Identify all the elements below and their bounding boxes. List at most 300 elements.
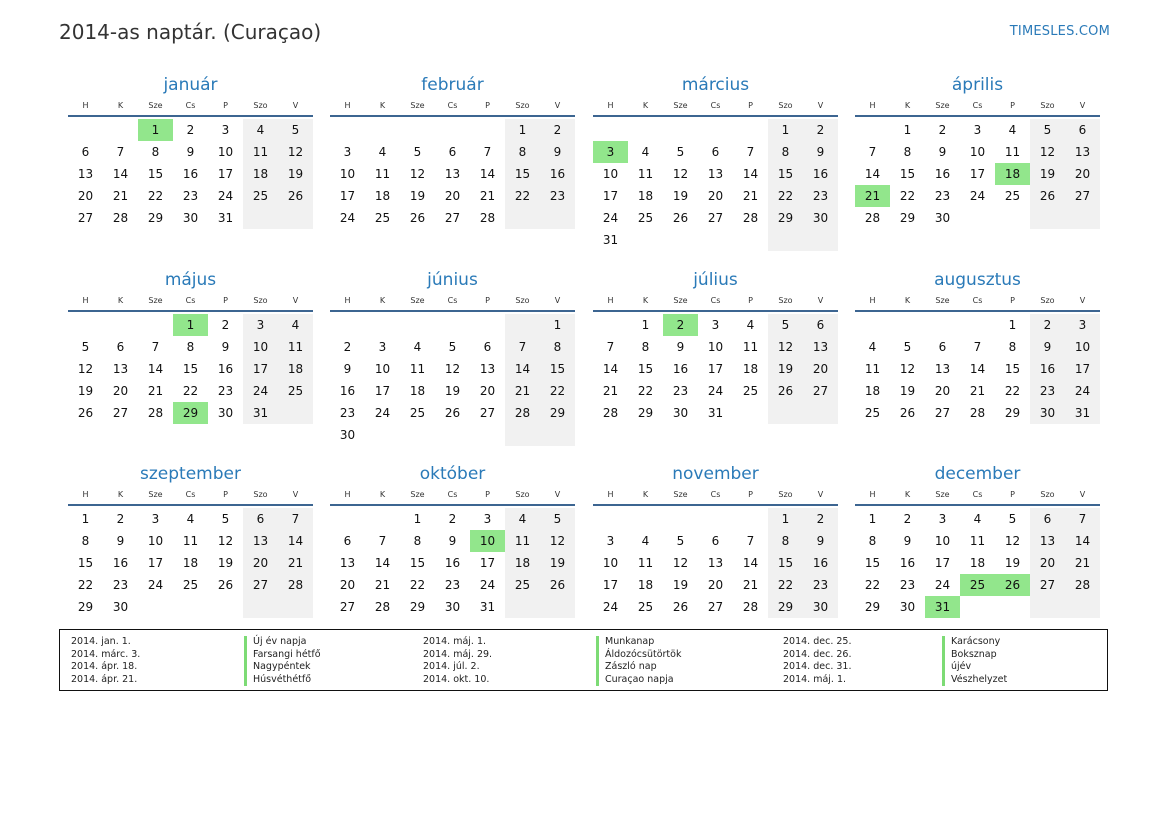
- day-cell: 13: [707, 556, 724, 570]
- day-cell: 2: [803, 119, 838, 141]
- day-cell: 4: [641, 534, 650, 548]
- day-cell: 3: [711, 318, 720, 332]
- month-name: május: [164, 270, 217, 290]
- day-cell: 11: [864, 362, 881, 376]
- day-cell: 5: [903, 340, 912, 354]
- weekday-label: H: [344, 101, 351, 110]
- day-cell: 18: [969, 556, 986, 570]
- day-cell: 22: [409, 578, 426, 592]
- day-cell: 6: [711, 145, 720, 159]
- empty-cell: [768, 402, 803, 424]
- day-cell: 26: [672, 600, 689, 614]
- day-cell: 28: [742, 211, 759, 225]
- day-cell: 27: [1065, 185, 1100, 207]
- month-name: február: [421, 75, 484, 95]
- empty-cell: [243, 207, 278, 229]
- day-cell: 1: [540, 314, 575, 336]
- legend-date: 2014. ápr. 18.: [71, 661, 138, 672]
- empty-cell: [890, 314, 925, 336]
- day-cell: 23: [217, 384, 234, 398]
- day-cell: 4: [868, 340, 877, 354]
- weekday-label: K: [117, 296, 124, 305]
- day-cell: 16: [217, 362, 234, 376]
- weekday-label: P: [485, 296, 490, 305]
- day-cell: 1: [868, 512, 877, 526]
- empty-cell: [995, 596, 1030, 618]
- day-cell: 24: [1065, 380, 1100, 402]
- weekday-label: K: [642, 296, 649, 305]
- day-cell: 26: [217, 578, 234, 592]
- day-cell: 22: [899, 189, 916, 203]
- holiday-day-cell: 26: [995, 574, 1030, 596]
- day-cell: 21: [479, 189, 496, 203]
- weekday-header: [855, 294, 1100, 312]
- day-cell: 24: [339, 211, 356, 225]
- day-cell: 8: [903, 145, 912, 159]
- day-cell: 8: [868, 534, 877, 548]
- day-cell: 27: [707, 211, 724, 225]
- day-cell: 1: [505, 119, 540, 141]
- month-name: augusztus: [934, 270, 1021, 290]
- day-cell: 14: [505, 358, 540, 380]
- day-cell: 11: [505, 530, 540, 552]
- day-cell: 24: [217, 189, 234, 203]
- legend-holiday-name: Zászló nap: [596, 661, 657, 674]
- day-cell: 16: [672, 362, 689, 376]
- empty-cell: [768, 229, 803, 251]
- empty-cell: [138, 314, 173, 336]
- day-cell: 15: [147, 167, 164, 181]
- day-cell: 1: [413, 512, 422, 526]
- day-cell: 12: [77, 362, 94, 376]
- day-cell: 29: [768, 596, 803, 618]
- day-cell: 11: [742, 340, 759, 354]
- empty-cell: [278, 207, 313, 229]
- day-cell: 19: [672, 578, 689, 592]
- weekday-label: Szo: [515, 296, 530, 305]
- weekday-label: Cs: [710, 296, 721, 305]
- holiday-day-cell: 31: [925, 596, 960, 618]
- weekday-label: V: [292, 296, 299, 305]
- day-cell: 25: [409, 406, 426, 420]
- weekday-label: H: [607, 101, 614, 110]
- empty-cell: [1065, 207, 1100, 229]
- day-cell: 15: [409, 556, 426, 570]
- holiday-day-cell: 1: [173, 314, 208, 336]
- day-cell: 16: [339, 384, 356, 398]
- day-cell: 13: [1030, 530, 1065, 552]
- empty-cell: [208, 596, 243, 618]
- day-cell: 7: [505, 336, 540, 358]
- day-cell: 2: [221, 318, 230, 332]
- weekday-label: P: [1010, 490, 1015, 499]
- day-cell: 14: [374, 556, 391, 570]
- month-1: [68, 73, 313, 229]
- day-cell: 14: [742, 167, 759, 181]
- empty-cell: [435, 424, 470, 446]
- day-cell: 22: [77, 578, 94, 592]
- day-cell: 21: [742, 578, 759, 592]
- day-cell: 26: [77, 406, 94, 420]
- empty-cell: [960, 314, 995, 336]
- weekday-label: Cs: [447, 296, 458, 305]
- day-cell: 9: [116, 534, 125, 548]
- holiday-day-cell: 29: [173, 402, 208, 424]
- weekday-label: H: [82, 296, 89, 305]
- legend-date: 2014. júl. 2.: [423, 661, 480, 672]
- day-cell: 27: [707, 600, 724, 614]
- holiday-day-cell: 3: [593, 141, 628, 163]
- day-cell: 27: [934, 406, 951, 420]
- legend-holiday-name: Munkanap: [596, 636, 654, 649]
- weekday-label: K: [642, 101, 649, 110]
- empty-cell: [663, 508, 698, 530]
- weekday-label: H: [607, 296, 614, 305]
- day-cell: 20: [1065, 163, 1100, 185]
- weekday-label: Sze: [410, 296, 425, 305]
- day-cell: 20: [707, 578, 724, 592]
- day-cell: 21: [602, 384, 619, 398]
- weekday-label: Szo: [1040, 296, 1055, 305]
- day-cell: 14: [864, 167, 881, 181]
- month-name: március: [681, 75, 750, 95]
- day-grid: [855, 508, 1100, 618]
- day-cell: 18: [374, 189, 391, 203]
- day-cell: 6: [343, 534, 352, 548]
- empty-cell: [540, 596, 575, 618]
- weekday-label: Szo: [253, 490, 268, 499]
- day-cell: 10: [602, 556, 619, 570]
- holiday-day-cell: 10: [470, 530, 505, 552]
- day-cell: 24: [243, 380, 278, 402]
- day-cell: 31: [243, 402, 278, 424]
- day-cell: 26: [1030, 185, 1065, 207]
- day-cell: 28: [374, 600, 391, 614]
- day-cell: 17: [374, 384, 391, 398]
- day-cell: 11: [1004, 145, 1021, 159]
- day-cell: 26: [540, 574, 575, 596]
- empty-cell: [138, 596, 173, 618]
- day-cell: 3: [243, 314, 278, 336]
- day-cell: 6: [711, 534, 720, 548]
- day-cell: 9: [540, 141, 575, 163]
- day-cell: 3: [221, 123, 230, 137]
- empty-cell: [365, 424, 400, 446]
- weekday-label: Szo: [515, 490, 530, 499]
- weekday-label: Szo: [1040, 101, 1055, 110]
- empty-cell: [698, 508, 733, 530]
- day-cell: 30: [182, 211, 199, 225]
- day-cell: 23: [112, 578, 129, 592]
- legend-holiday-name: Karácsony: [942, 636, 1000, 649]
- day-cell: 16: [1030, 358, 1065, 380]
- day-cell: 30: [803, 596, 838, 618]
- weekday-label: K: [904, 490, 911, 499]
- day-cell: 6: [81, 145, 90, 159]
- weekday-label: H: [607, 490, 614, 499]
- month-2: [330, 73, 575, 229]
- weekday-label: Sze: [935, 490, 950, 499]
- day-cell: 3: [343, 145, 352, 159]
- weekday-label: Sze: [148, 296, 163, 305]
- empty-cell: [1065, 596, 1100, 618]
- weekday-header: [330, 294, 575, 312]
- day-cell: 23: [182, 189, 199, 203]
- day-cell: 28: [147, 406, 164, 420]
- day-cell: 14: [278, 530, 313, 552]
- day-cell: 4: [505, 508, 540, 530]
- day-cell: 28: [742, 600, 759, 614]
- weekday-label: K: [904, 101, 911, 110]
- day-cell: 24: [374, 406, 391, 420]
- weekday-label: V: [1079, 296, 1086, 305]
- holiday-legend: [59, 629, 1108, 691]
- day-cell: 13: [112, 362, 129, 376]
- day-cell: 7: [868, 145, 877, 159]
- day-cell: 8: [1008, 340, 1017, 354]
- day-cell: 31: [479, 600, 496, 614]
- month-9: [68, 462, 313, 618]
- weekday-label: P: [223, 101, 228, 110]
- day-cell: 2: [186, 123, 195, 137]
- weekday-label: Cs: [447, 490, 458, 499]
- day-cell: 24: [969, 189, 986, 203]
- day-cell: 30: [934, 211, 951, 225]
- day-cell: 13: [444, 167, 461, 181]
- day-cell: 17: [479, 556, 496, 570]
- weekday-label: V: [1079, 101, 1086, 110]
- day-cell: 12: [409, 167, 426, 181]
- day-cell: 15: [768, 163, 803, 185]
- weekday-label: Szo: [253, 101, 268, 110]
- day-cell: 16: [112, 556, 129, 570]
- empty-cell: [505, 314, 540, 336]
- day-cell: 29: [899, 211, 916, 225]
- day-cell: 19: [409, 189, 426, 203]
- month-3: [593, 73, 838, 251]
- day-cell: 13: [707, 167, 724, 181]
- day-cell: 23: [803, 574, 838, 596]
- day-cell: 18: [243, 163, 278, 185]
- weekday-label: Sze: [935, 101, 950, 110]
- empty-cell: [960, 596, 995, 618]
- weekday-label: P: [748, 490, 753, 499]
- day-cell: 29: [409, 600, 426, 614]
- day-cell: 16: [934, 167, 951, 181]
- day-cell: 18: [742, 362, 759, 376]
- weekday-label: K: [379, 296, 386, 305]
- day-cell: 29: [147, 211, 164, 225]
- weekday-label: K: [642, 490, 649, 499]
- weekday-label: Szo: [778, 490, 793, 499]
- day-cell: 17: [602, 578, 619, 592]
- day-cell: 7: [278, 508, 313, 530]
- day-cell: 17: [339, 189, 356, 203]
- month-6: [330, 268, 575, 446]
- day-cell: 8: [186, 340, 195, 354]
- day-cell: 10: [339, 167, 356, 181]
- weekday-header: [593, 99, 838, 117]
- day-cell: 28: [969, 406, 986, 420]
- day-cell: 9: [938, 145, 947, 159]
- day-cell: 6: [243, 508, 278, 530]
- day-cell: 16: [182, 167, 199, 181]
- weekday-label: Szo: [778, 101, 793, 110]
- empty-cell: [628, 229, 663, 251]
- empty-cell: [505, 424, 540, 446]
- day-cell: 12: [1004, 534, 1021, 548]
- day-cell: 19: [444, 384, 461, 398]
- weekday-label: V: [554, 101, 561, 110]
- empty-cell: [540, 424, 575, 446]
- weekday-label: V: [817, 296, 824, 305]
- empty-cell: [663, 229, 698, 251]
- empty-cell: [400, 314, 435, 336]
- day-cell: 27: [444, 211, 461, 225]
- day-cell: 21: [969, 384, 986, 398]
- day-cell: 30: [217, 406, 234, 420]
- day-cell: 28: [864, 211, 881, 225]
- day-cell: 2: [343, 340, 352, 354]
- empty-cell: [278, 402, 313, 424]
- day-cell: 2: [540, 119, 575, 141]
- empty-cell: [995, 207, 1030, 229]
- empty-cell: [103, 119, 138, 141]
- holiday-day-cell: 25: [960, 574, 995, 596]
- day-cell: 20: [803, 358, 838, 380]
- day-cell: 19: [899, 384, 916, 398]
- empty-cell: [733, 119, 768, 141]
- legend-date: 2014. ápr. 21.: [71, 673, 138, 685]
- day-cell: 18: [182, 556, 199, 570]
- day-cell: 15: [864, 556, 881, 570]
- day-cell: 25: [243, 185, 278, 207]
- day-cell: 30: [672, 406, 689, 420]
- day-cell: 24: [707, 384, 724, 398]
- month-name: november: [672, 464, 759, 484]
- day-cell: 4: [278, 314, 313, 336]
- weekday-label: K: [904, 296, 911, 305]
- day-grid: [68, 508, 313, 618]
- month-name: július: [693, 270, 738, 290]
- day-cell: 23: [540, 185, 575, 207]
- day-cell: 10: [147, 534, 164, 548]
- empty-cell: [733, 508, 768, 530]
- day-cell: 12: [768, 336, 803, 358]
- day-cell: 24: [147, 578, 164, 592]
- day-cell: 29: [768, 207, 803, 229]
- day-grid: [68, 314, 313, 424]
- month-5: [68, 268, 313, 424]
- day-cell: 18: [864, 384, 881, 398]
- day-cell: 4: [1008, 123, 1017, 137]
- day-grid: [330, 508, 575, 618]
- legend-holiday-name: Nagypéntek: [244, 661, 311, 674]
- empty-cell: [365, 119, 400, 141]
- day-cell: 25: [278, 380, 313, 402]
- day-cell: 3: [938, 512, 947, 526]
- day-cell: 20: [77, 189, 94, 203]
- day-cell: 6: [1065, 119, 1100, 141]
- weekday-label: Sze: [410, 490, 425, 499]
- day-cell: 5: [768, 314, 803, 336]
- empty-cell: [803, 402, 838, 424]
- weekday-header: [68, 294, 313, 312]
- day-cell: 23: [899, 578, 916, 592]
- day-cell: 1: [768, 508, 803, 530]
- day-cell: 24: [602, 600, 619, 614]
- day-cell: 4: [378, 145, 387, 159]
- day-cell: 12: [444, 362, 461, 376]
- day-cell: 23: [672, 384, 689, 398]
- day-cell: 8: [641, 340, 650, 354]
- legend-holiday-name: újév: [942, 661, 971, 674]
- weekday-label: K: [379, 490, 386, 499]
- day-cell: 13: [479, 362, 496, 376]
- empty-cell: [400, 424, 435, 446]
- empty-cell: [330, 119, 365, 141]
- day-cell: 15: [637, 362, 654, 376]
- day-cell: 17: [243, 358, 278, 380]
- day-cell: 8: [151, 145, 160, 159]
- empty-cell: [593, 508, 628, 530]
- day-cell: 25: [742, 384, 759, 398]
- month-name: január: [163, 75, 218, 95]
- day-cell: 14: [969, 362, 986, 376]
- day-cell: 28: [602, 406, 619, 420]
- day-cell: 6: [938, 340, 947, 354]
- day-cell: 26: [444, 406, 461, 420]
- empty-cell: [540, 207, 575, 229]
- empty-cell: [505, 596, 540, 618]
- day-cell: 27: [112, 406, 129, 420]
- weekday-label: V: [1079, 490, 1086, 499]
- day-cell: 3: [973, 123, 982, 137]
- day-cell: 18: [637, 189, 654, 203]
- day-cell: 25: [505, 574, 540, 596]
- day-cell: 26: [278, 185, 313, 207]
- day-cell: 18: [637, 578, 654, 592]
- day-cell: 9: [221, 340, 230, 354]
- day-cell: 1: [81, 512, 90, 526]
- month-11: [593, 462, 838, 618]
- day-cell: 23: [1030, 380, 1065, 402]
- weekday-label: Szo: [253, 296, 268, 305]
- weekday-label: Cs: [447, 101, 458, 110]
- empty-cell: [1030, 207, 1065, 229]
- weekday-label: Sze: [673, 101, 688, 110]
- day-cell: 5: [1008, 512, 1017, 526]
- day-cell: 9: [448, 534, 457, 548]
- day-cell: 19: [540, 552, 575, 574]
- brand-link[interactable]: TIMESLES.COM: [1009, 24, 1110, 39]
- day-cell: 31: [1065, 402, 1100, 424]
- day-cell: 15: [505, 163, 540, 185]
- day-cell: 22: [182, 384, 199, 398]
- day-cell: 7: [746, 534, 755, 548]
- weekday-label: Cs: [972, 490, 983, 499]
- weekday-label: H: [869, 101, 876, 110]
- legend-date: 2014. dec. 26.: [783, 648, 852, 660]
- weekday-label: Szo: [1040, 490, 1055, 499]
- month-name: április: [951, 75, 1004, 95]
- day-cell: 13: [339, 556, 356, 570]
- day-grid: [330, 119, 575, 229]
- weekday-label: P: [223, 490, 228, 499]
- weekday-label: Sze: [673, 296, 688, 305]
- day-cell: 21: [1065, 552, 1100, 574]
- day-cell: 5: [278, 119, 313, 141]
